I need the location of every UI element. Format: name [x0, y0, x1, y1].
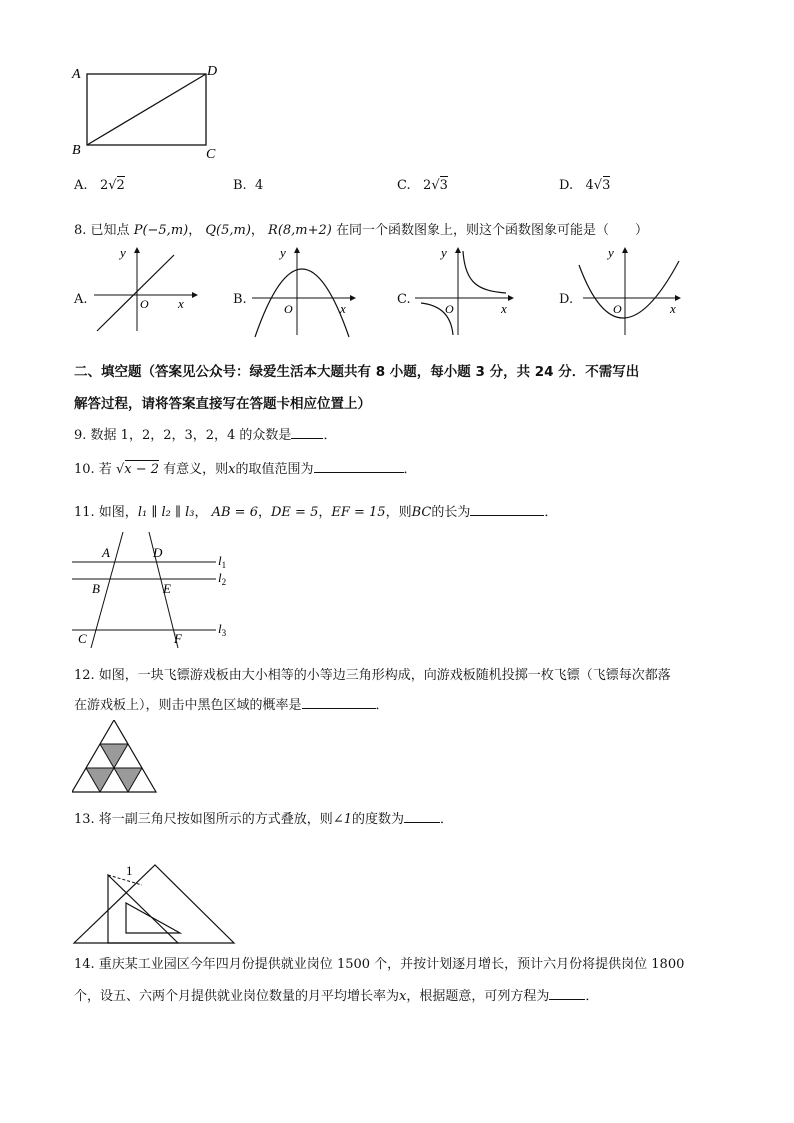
svg-text:O: O [140, 297, 149, 311]
q8-letter-b: B. [233, 292, 247, 307]
section-2-heading-line2: 解答过程，请将答案直接写在答题卡相应位置上） [74, 396, 371, 412]
svg-text:O: O [284, 302, 293, 316]
label-a: A [72, 67, 81, 82]
question-9: 9. 数据 1，2，2，3，2，4 的众数是 ． [74, 428, 337, 443]
svg-text:x: x [670, 301, 676, 316]
graph-c-hyperbola [413, 243, 523, 338]
graph-b-parabola-down [250, 243, 365, 338]
question-11: 11. 如图，l₁ ∥ l₂ ∥ l₃， AB = 6，DE = 5，EF = 15，则BC的长为 ． [74, 505, 558, 520]
question-14-line1: 14. 重庆某工业园区今年四月份提供就业岗位 1500 个，并按计划逐月增长，预计六月份将提供岗位 1800 [74, 957, 685, 972]
svg-text:E: E [163, 581, 171, 596]
svg-text:O: O [613, 302, 622, 316]
answer-blank[interactable] [291, 426, 323, 439]
section-2-heading-line1: 二、填空题（答案见公众号：绿爱生活本大题共有 8 小题，每小题 3 分，共 24 分．不需写出 [74, 364, 640, 380]
question-8: 8. 已知点 P(−5,m)， Q(5,m)， R(8,m+2) 在同一个函数图象上，则这个函数图象可能是（ ） [74, 223, 649, 238]
svg-text:1: 1 [126, 863, 133, 878]
svg-text:C: C [78, 631, 87, 646]
svg-text:O: O [445, 302, 454, 316]
graph-a-linear [92, 243, 202, 333]
set-squares-figure [70, 855, 240, 947]
question-13: 13. 将一副三角尺按如图所示的方式叠放，则∠1的度数为 ． [74, 812, 454, 827]
question-14-line2: 个，设五、六两个月提供就业岗位数量的月平均增长率为x，根据题意，可列方程为 ． [74, 989, 599, 1004]
answer-blank[interactable] [314, 460, 404, 473]
svg-text:x: x [340, 301, 346, 316]
label-b: B [72, 143, 81, 158]
answer-blank[interactable] [302, 696, 376, 709]
svg-text:y: y [441, 245, 447, 260]
q7-option-c: C. 2√ 3 [397, 178, 448, 193]
svg-text:D: D [153, 545, 163, 560]
svg-text:y: y [120, 245, 126, 260]
svg-text:x: x [501, 301, 507, 316]
q8-letter-c: C. [397, 292, 411, 307]
sqrt-expression: √ x − 2 [115, 462, 160, 477]
answer-blank[interactable] [549, 987, 585, 1000]
svg-text:x: x [178, 296, 184, 311]
q8-letter-d: D. [559, 292, 574, 307]
svg-text:A: A [102, 545, 110, 560]
dartboard-triangle-figure [72, 720, 158, 794]
rectangle-figure [66, 60, 236, 165]
svg-text:y: y [608, 245, 614, 260]
graph-d-parabola-up [575, 243, 690, 338]
svg-text:y: y [280, 245, 286, 260]
svg-text:F: F [174, 631, 182, 646]
svg-text:l1: $l_1$ [218, 553, 227, 570]
svg-text:l3: $l_3$ [218, 621, 227, 638]
q8-letter-a: A. [74, 292, 88, 307]
answer-blank[interactable] [404, 810, 440, 823]
parallel-lines-figure [66, 530, 236, 650]
svg-text:l2: $l_2$ [218, 570, 227, 587]
q7-option-d: D. 4√ 3 [559, 178, 611, 193]
answer-blank[interactable] [470, 503, 544, 516]
q7-option-b: B. 4 [233, 178, 264, 193]
question-12-line1: 12. 如图，一块飞镖游戏板由大小相等的小等边三角形构成，向游戏板随机投掷一枚飞镖（飞镖每次都落 [74, 668, 671, 683]
q7-option-a: A. 2√ 2 [74, 178, 125, 193]
question-12-line2: 在游戏板上），则击中黑色区域的概率是 ． [74, 698, 389, 713]
question-10: 10. 若 √ x − 2 有意义，则x的取值范围为 ． [74, 462, 417, 477]
label-c: C [206, 147, 216, 162]
svg-text:B: B [92, 581, 100, 596]
label-d: D [207, 64, 218, 79]
